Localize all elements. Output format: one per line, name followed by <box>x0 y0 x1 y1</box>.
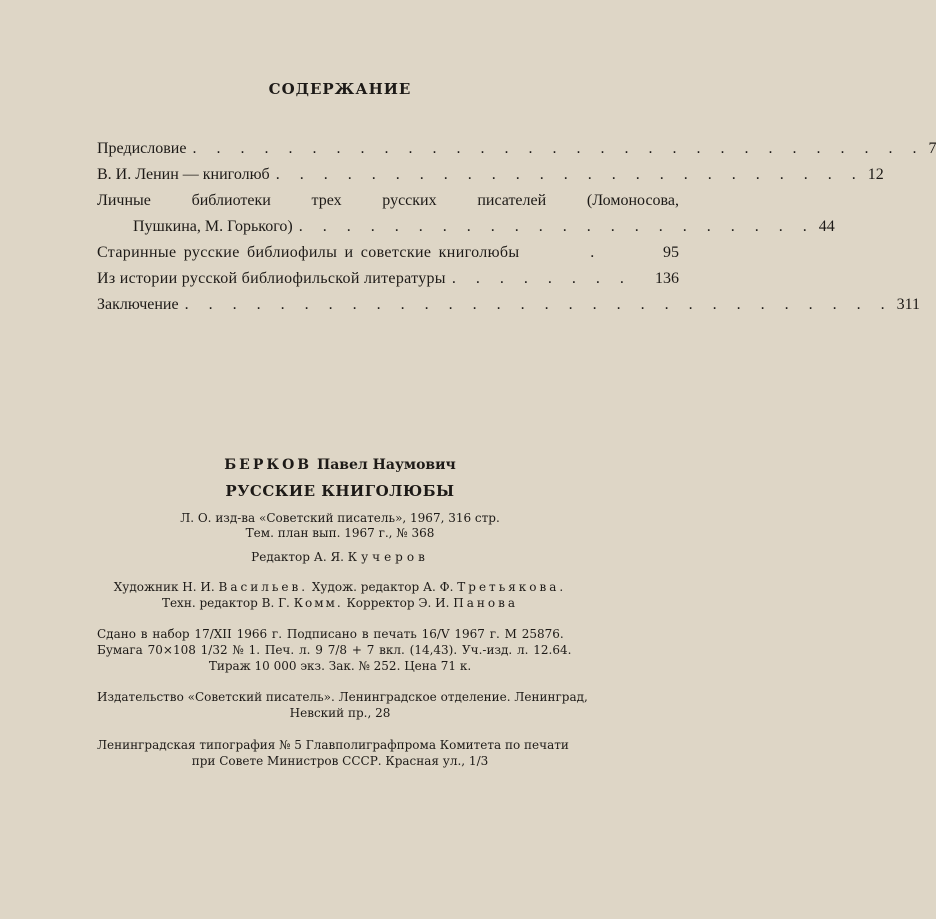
artist-name: Васильев. <box>218 580 309 594</box>
book-title: РУССКИЕ КНИГОЛЮБЫ <box>225 482 455 500</box>
printer-address-line: при Совете Министров СССР. Красная ул., 1/3 <box>191 754 489 768</box>
toc-entry-continuation <box>97 214 835 240</box>
author-name <box>0 457 680 473</box>
toc-entry <box>97 266 679 292</box>
tech-editor-name: Комм. <box>293 596 343 610</box>
typeset-line: Сдано в набор 17/XII 1966 г. Подписано в печать 16/V 1967 г. М 25876. <box>97 627 564 641</box>
publisher-full-line: Издательство «Советский писатель». Ленинградское отделение. Ленинград, <box>97 690 588 704</box>
artist-label: Художник Н. И. <box>113 580 215 594</box>
toc-entry <box>97 188 679 214</box>
toc-entry-page: 136 <box>655 270 679 287</box>
toc-entry-title: Предисловие <box>97 140 187 157</box>
plan-line: Тем. план вып. 1967 г., № 368 <box>245 526 435 540</box>
toc-entry-page: 12 <box>867 166 884 183</box>
corrector-name: Панова <box>453 596 519 610</box>
toc-entry-page: 7 <box>928 140 936 157</box>
editor-label: Редактор А. Я. <box>251 550 344 564</box>
printer-line: Ленинградская типография № 5 Главполиграфпрома Комитета по печати <box>97 738 569 752</box>
toc-leader-dots: . . . . . . . . . . . . . . . . . . . . . . . . . . . . . . . <box>192 140 925 157</box>
toc-entry <box>97 136 936 162</box>
toc-entry-title: Старинные русские библиофилы и советские книголюбы <box>97 244 520 261</box>
editor-name: Кучеров <box>347 550 429 564</box>
print-run-line: Тираж 10 000 экз. Зак. № 252. Цена 71 к. <box>208 659 472 673</box>
tech-editor-label: Техн. редактор В. Г. <box>161 596 290 610</box>
toc-entry-title: Заключение <box>97 296 179 313</box>
paper-line: Бумага 70×108 1/32 № 1. Печ. л. 9 7/8 + 7 вкл. (14,43). Уч.-изд. л. 12.64. <box>97 643 572 657</box>
toc-leader-dots: . . . . . . . . . . . . . . . . . . . . . . . . . <box>275 166 864 183</box>
table-of-contents <box>97 136 936 318</box>
tech-line <box>0 595 680 612</box>
publisher-line: Л. О. изд-ва «Советский писатель», 1967, 316 стр. <box>180 511 500 525</box>
toc-entry-title: Из истории русской библиофильской литературы <box>97 270 446 287</box>
toc-leader-dots: . . . . . . . . <box>451 270 632 287</box>
author-given-names: Павел Наумович <box>317 457 456 473</box>
artist-line <box>0 579 680 596</box>
toc-leader-dots: . <box>590 244 595 261</box>
corrector-label: Корректор Э. И. <box>346 596 450 610</box>
toc-entry-page: 95 <box>663 244 679 261</box>
toc-entry-title: Пушкина, М. Горького) <box>133 218 293 235</box>
editor-line <box>0 549 680 566</box>
toc-entry <box>97 162 884 188</box>
toc-entry-title: Личные библиотеки трех русских писателей (Ломоносова, <box>97 192 679 209</box>
toc-leader-dots: . . . . . . . . . . . . . . . . . . . . . . <box>298 218 815 235</box>
toc-entry-page: 311 <box>896 296 920 313</box>
author-surname: БЕРКОВ <box>224 457 313 473</box>
contents-heading: СОДЕРЖАНИЕ <box>268 80 412 98</box>
publisher-address-line: Невский пр., 28 <box>289 706 391 720</box>
toc-entry <box>97 240 679 266</box>
toc-leader-dots: . . . . . . . . . . . . . . . . . . . . . . . . . . . . . . <box>184 296 893 313</box>
art-editor-name: Третьякова. <box>457 580 567 594</box>
toc-entry-title: В. И. Ленин — книголюб <box>97 166 270 183</box>
art-editor-label: Худож. редактор А. Ф. <box>311 580 454 594</box>
toc-entry-page: 44 <box>818 218 835 235</box>
toc-entry <box>97 292 920 318</box>
